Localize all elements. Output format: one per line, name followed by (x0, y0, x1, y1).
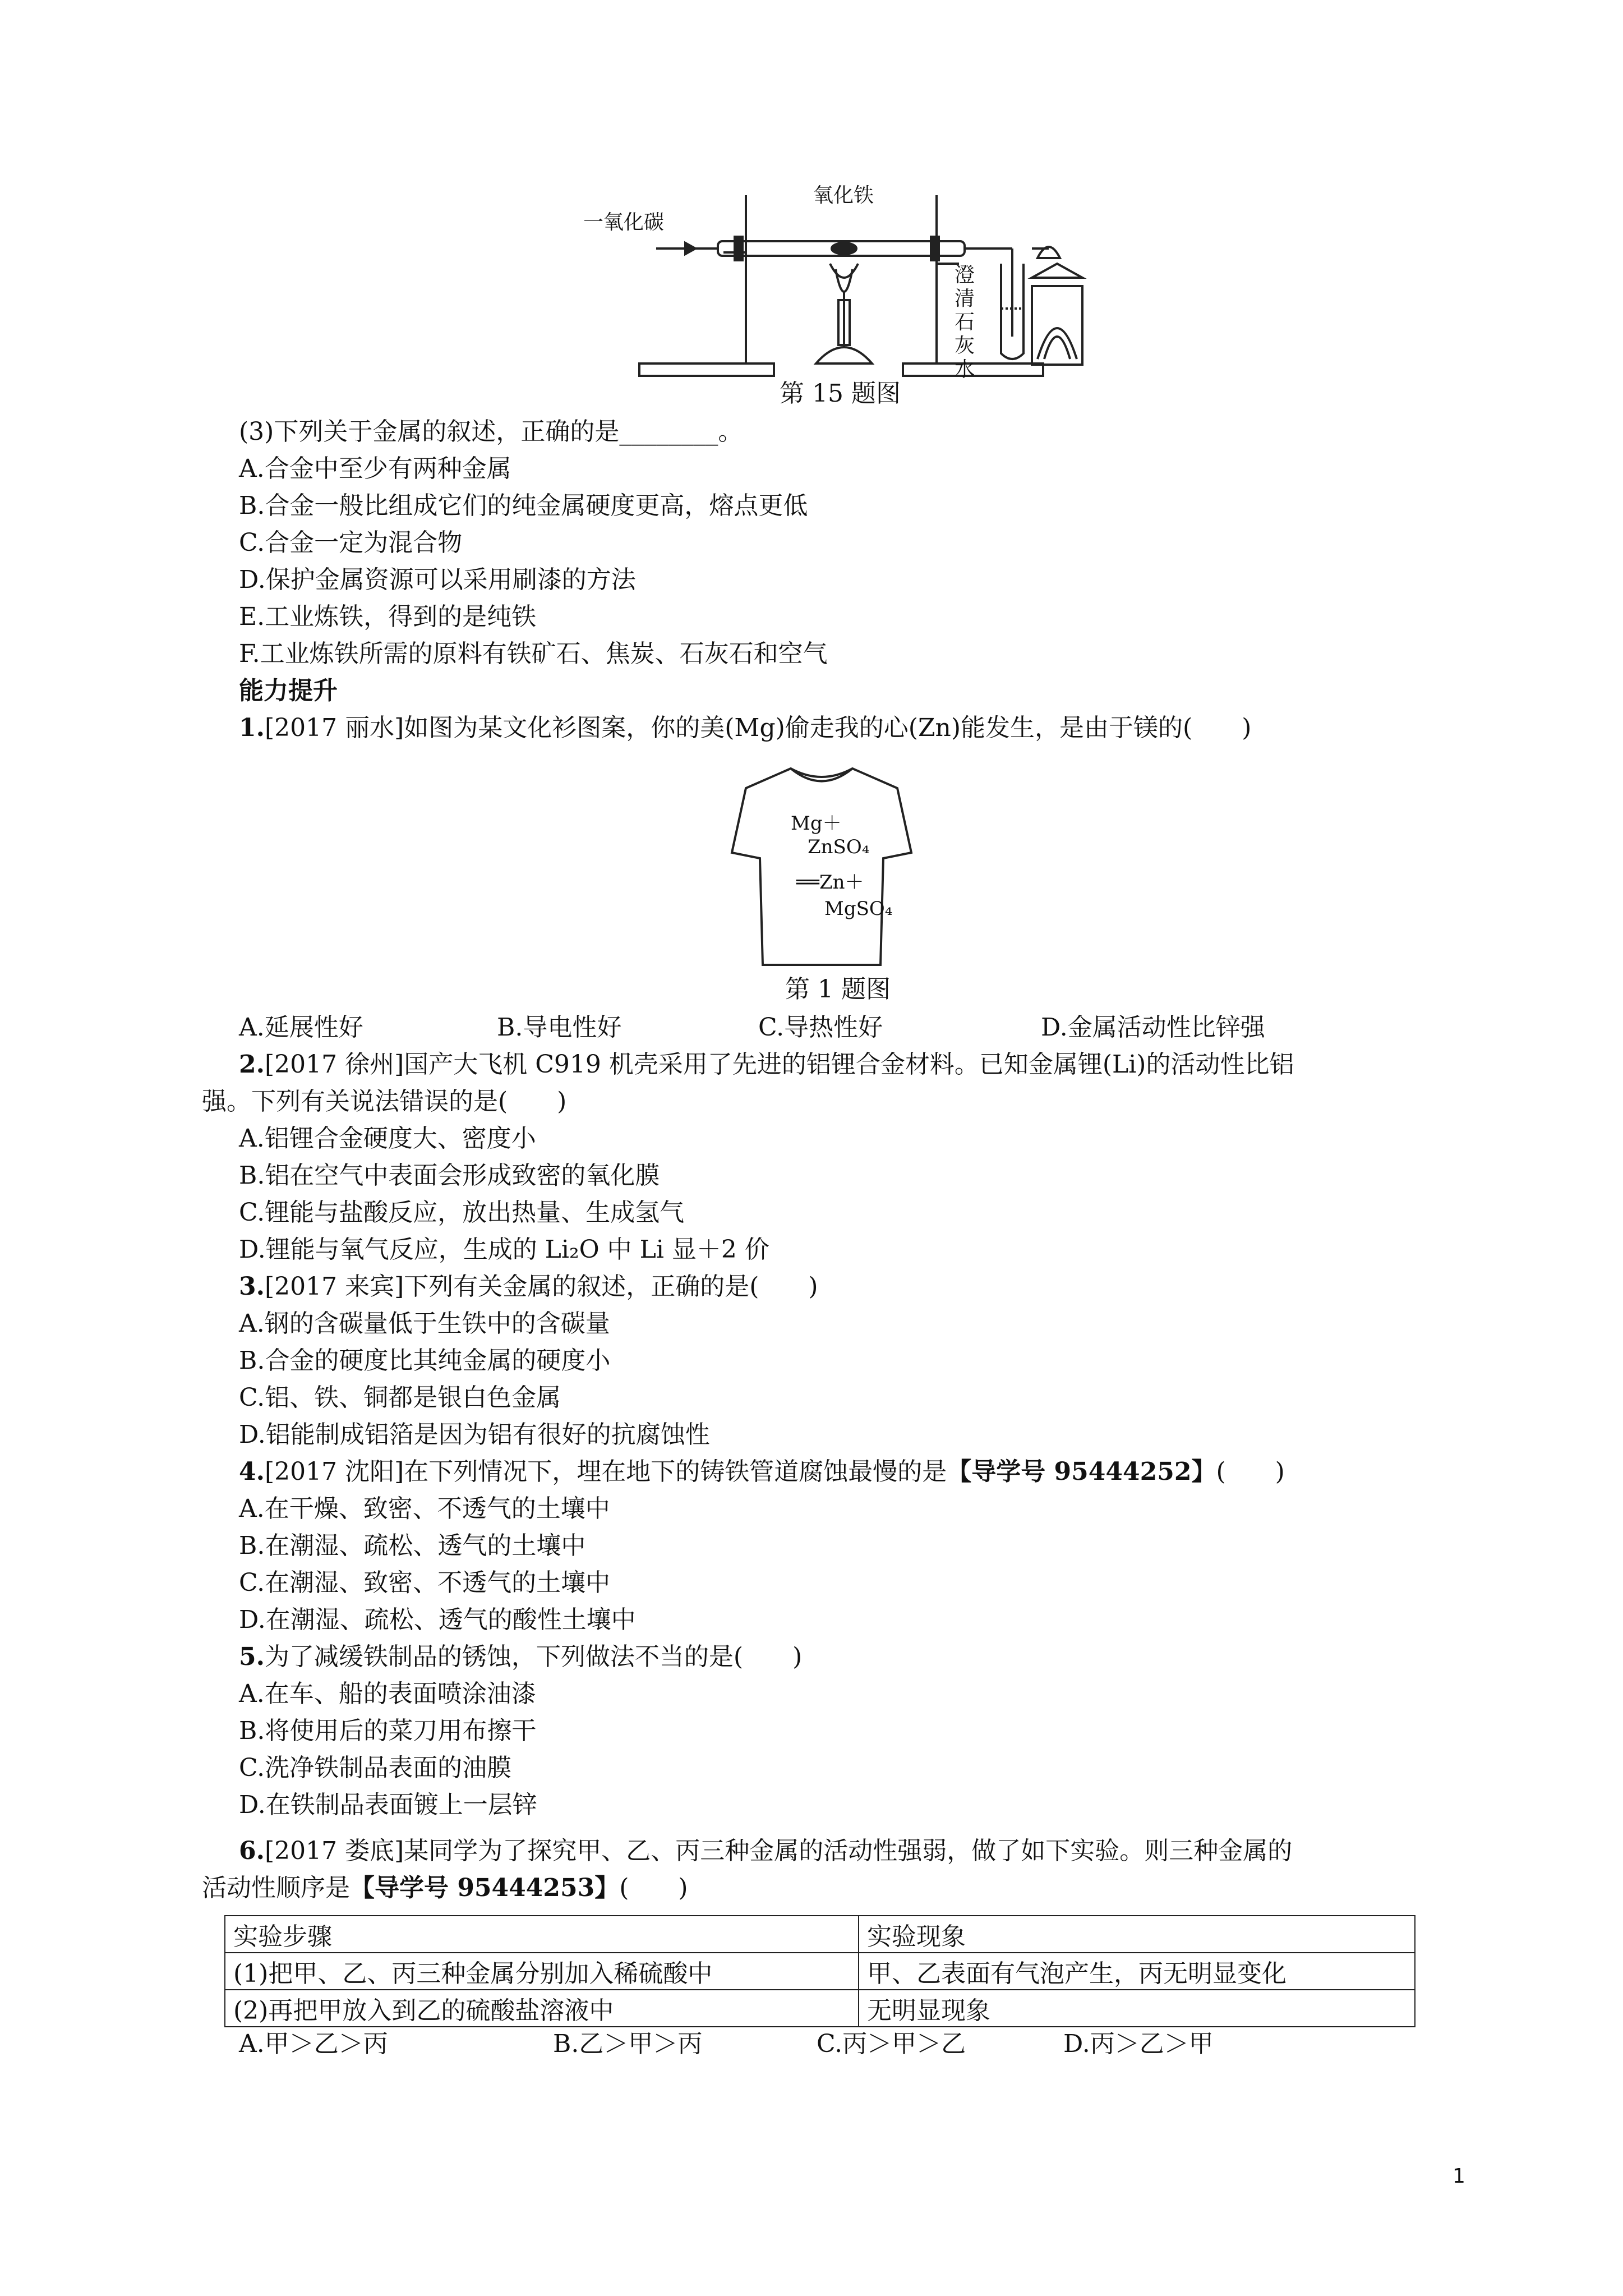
q1-number: 1. (239, 714, 265, 742)
q4-guide-number: 【导学号 95444252】 (947, 1457, 1216, 1486)
q3-number: 3. (239, 1272, 265, 1301)
q6-guide-number: 【导学号 95444253】 (350, 1874, 620, 1902)
q15-3-option-a: A.合金中至少有两种金属 (239, 454, 511, 483)
apparatus-diagram (589, 180, 1094, 381)
q6-stem-line-2: 活动性顺序是【导学号 95444253】( ) (202, 1874, 688, 1902)
section-title: 能力提升 (239, 677, 338, 705)
q5-option-c: C.洗净铁制品表面的油膜 (239, 1754, 512, 1782)
q1-option-a: A.延展性好 (239, 1013, 363, 1042)
table-cell: (2)再把甲放入到乙的硫酸盐溶液中 (225, 1990, 859, 2027)
table-cell: 甲、乙表面有气泡产生，丙无明显变化 (859, 1953, 1415, 1990)
label-iron-oxide: 氧化铁 (813, 184, 874, 207)
table-row (225, 1953, 1415, 1990)
label-limewater: 澄 清 石 灰 水 (954, 264, 975, 381)
q4-stem: 4.[2017 沈阳]在下列情况下，埋在地下的铸铁管道腐蚀最慢的是【导学号 95444252】( ) (239, 1457, 1285, 1486)
q15-3-stem: (3)下列关于金属的叙述，正确的是________。 (239, 417, 743, 446)
q3-option-d: D.铝能制成铝箔是因为铝有很好的抗腐蚀性 (239, 1420, 710, 1449)
q2-option-d: D.锂能与氧气反应，生成的 Li₂O 中 Li 显＋2 价 (239, 1235, 769, 1264)
table-cell: 无明显现象 (859, 1990, 1415, 2027)
q5-option-a: A.在车、船的表面喷涂油漆 (239, 1680, 536, 1708)
q4-number: 4. (239, 1457, 265, 1486)
q4-option-d: D.在潮湿、疏松、透气的酸性土壤中 (239, 1605, 636, 1634)
q3-option-c: C.铝、铁、铜都是银白色金属 (239, 1383, 561, 1412)
q1-text: [2017 丽水]如图为某文化衫图案，你的美(Mg)偷走我的心(Zn)能发生，是由于镁的( ) (264, 714, 1252, 742)
figure-15-caption: 第 15 题图 (780, 379, 901, 408)
q1-option-d: D.金属活动性比锌强 (1041, 1013, 1265, 1042)
q15-3-option-c: C.合金一定为混合物 (239, 528, 463, 557)
table-header-row (225, 1916, 1415, 1953)
q5-option-b: B.将使用后的菜刀用布擦干 (239, 1717, 537, 1745)
q1-tshirt-figure (729, 763, 914, 970)
q4-option-c: C.在潮湿、致密、不透气的土壤中 (239, 1568, 611, 1597)
q4-option-b: B.在潮湿、疏松、透气的土壤中 (239, 1531, 586, 1560)
q2-stem-line-2: 强。下列有关说法错误的是( ) (202, 1087, 567, 1116)
q2-number: 2. (239, 1050, 265, 1079)
shirt-text-line-4: MgSO₄ (824, 898, 893, 920)
q5-option-d: D.在铁制品表面镀上一层锌 (239, 1791, 537, 1819)
q2-option-c: C.锂能与盐酸反应，放出热量、生成氢气 (239, 1198, 685, 1227)
q6-stem-line-1: 6.[2017 娄底]某同学为了探究甲、乙、丙三种金属的活动性强弱，做了如下实验。则三种金属的 (239, 1837, 1293, 1865)
page-number: 1 (1453, 2165, 1465, 2188)
q15-3-option-f: F.工业炼铁所需的原料有铁矿石、焦炭、石灰石和空气 (239, 639, 828, 668)
q1-stem (239, 712, 1251, 744)
q6-experiment-table (224, 1915, 1415, 2027)
q2-option-a: A.铝锂合金硬度大、密度小 (239, 1124, 536, 1153)
q1-option-b: B.导电性好 (497, 1013, 622, 1042)
q2-option-b: B.铝在空气中表面会形成致密的氧化膜 (239, 1161, 660, 1190)
label-carbon-monoxide: 一氧化碳 (583, 211, 665, 234)
q6-option-b: B.乙＞甲＞丙 (553, 2030, 703, 2058)
q6-option-d: D.丙＞乙＞甲 (1063, 2030, 1214, 2058)
q3-stem: 3.[2017 来宾]下列有关金属的叙述，正确的是( ) (239, 1272, 818, 1301)
table-header-phenomena: 实验现象 (859, 1916, 1415, 1953)
q3-option-b: B.合金的硬度比其纯金属的硬度小 (239, 1346, 611, 1375)
q3-option-a: A.钢的含碳量低于生铁中的含碳量 (239, 1309, 610, 1338)
q15-3-option-b: B.合金一般比组成它们的纯金属硬度更高，熔点更低 (239, 491, 808, 520)
q2-stem-line-1: 2.[2017 徐州]国产大飞机 C919 机壳采用了先进的铝锂合金材料。已知金属锂(Li)的活动性比铝 (239, 1050, 1294, 1079)
q15-3-option-d: D.保护金属资源可以采用刷漆的方法 (239, 565, 636, 594)
table-header-steps: 实验步骤 (225, 1916, 859, 1953)
table-cell: (1)把甲、乙、丙三种金属分别加入稀硫酸中 (225, 1953, 859, 1990)
shirt-text-line-2: ZnSO₄ (808, 836, 870, 858)
q5-number: 5. (239, 1642, 265, 1671)
q6-option-a: A.甲＞乙＞丙 (239, 2030, 388, 2058)
shirt-text-line-1: Mg＋ (791, 812, 842, 835)
q6-option-c: C.丙＞甲＞乙 (817, 2030, 966, 2058)
shirt-text-line-3: ══Zn＋ (796, 871, 864, 894)
figure-15-apparatus (583, 180, 1094, 381)
q4-option-a: A.在干燥、致密、不透气的土壤中 (239, 1494, 610, 1523)
q15-3-option-e: E.工业炼铁，得到的是纯铁 (239, 602, 537, 631)
q5-stem: 5.为了减缓铁制品的锈蚀，下列做法不当的是( ) (239, 1642, 803, 1671)
q1-caption: 第 1 题图 (785, 975, 891, 1004)
table-row (225, 1990, 1415, 2027)
q1-option-c: C.导热性好 (758, 1013, 883, 1042)
q6-number: 6. (239, 1837, 265, 1865)
